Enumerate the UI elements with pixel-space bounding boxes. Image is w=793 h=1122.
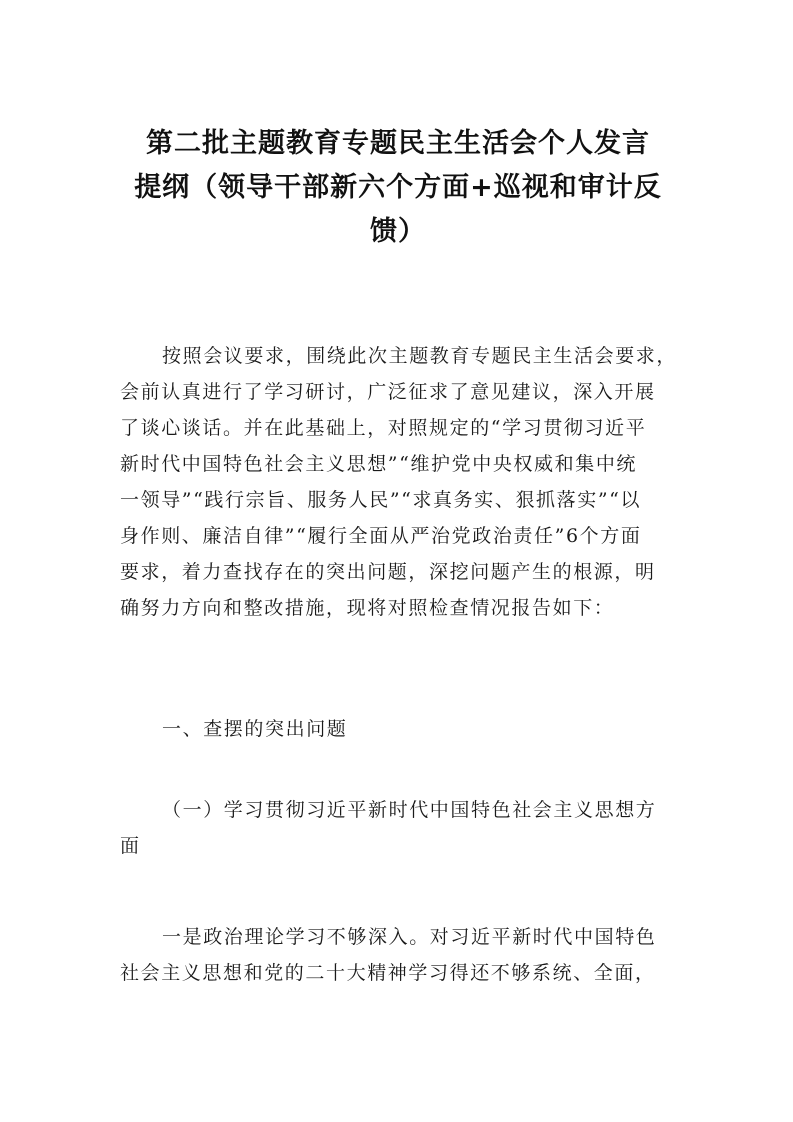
paragraph-line: 了谈心谈话。并在此基础上，对照规定的“学习贯彻习近平 [120, 417, 647, 439]
paragraph-line: 确努力方向和整改措施，现将对照检查情况报告如下： [120, 597, 615, 619]
intro-paragraph [120, 338, 680, 626]
paragraph-line: 一领导”“践行宗旨、服务人民”“求真务实、狠抓落实”“以 [120, 489, 642, 511]
document-title [118, 122, 678, 254]
paragraph-line: 新时代中国特色社会主义思想”“维护党中央权威和集中统 [120, 453, 638, 475]
paragraph-line: 要求，着力查找存在的突出问题，深挖问题产生的根源，明 [120, 561, 656, 583]
point-paragraph [120, 919, 680, 991]
title-line: 馈） [370, 216, 426, 247]
heading-line: （一）学习贯彻习近平新时代中国特色社会主义思想方 [162, 799, 657, 821]
title-line: 提纲（领导干部新六个方面+巡视和审计反 [134, 172, 662, 203]
paragraph-line: 会前认真进行了学习研讨，广泛征求了意见建议，深入开展 [120, 381, 656, 403]
heading-line: 一、查摆的突出问题 [162, 718, 348, 740]
paragraph-line: 社会主义思想和党的二十大精神学习得还不够系统、全面， [120, 962, 656, 984]
section-heading [120, 711, 680, 747]
heading-line: 面 [120, 835, 141, 857]
subsection-heading [120, 792, 680, 864]
paragraph-line: 一是政治理论学习不够深入。对习近平新时代中国特色 [162, 926, 657, 948]
title-line: 第二批主题教育专题民主生活会个人发言 [146, 128, 650, 159]
paragraph-line: 身作则、廉洁自律”“履行全面从严治党政治责任”6个方面 [120, 525, 642, 547]
paragraph-line: 按照会议要求，围绕此次主题教育专题民主生活会要求， [162, 345, 678, 367]
